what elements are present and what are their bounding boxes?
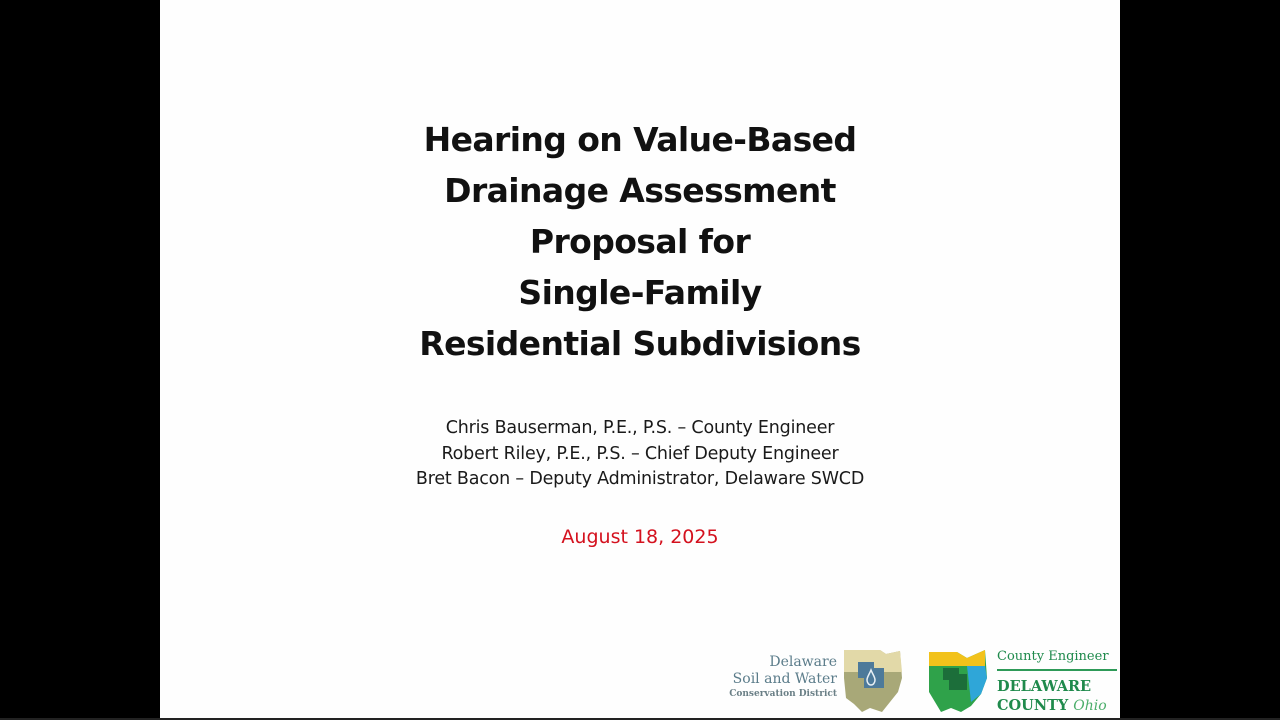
presenter: Chris Bauserman, P.E., P.S. – County Engineer bbox=[445, 418, 835, 438]
title-line: Drainage Assessment bbox=[444, 171, 836, 210]
presenter-list bbox=[160, 416, 1120, 493]
slide-title bbox=[160, 114, 1120, 369]
title-line: Proposal for bbox=[529, 222, 751, 261]
title-line: Single-Family bbox=[518, 273, 762, 312]
logo-strip bbox=[725, 644, 1120, 718]
presenter: Bret Bacon – Deputy Administrator, Delaware SWCD bbox=[415, 469, 865, 489]
title-line: Hearing on Value-Based bbox=[423, 120, 857, 159]
county-engineer-logo-text: County Engineer DELAWARE COUNTY Ohio bbox=[997, 648, 1117, 716]
presentation-slide bbox=[160, 0, 1120, 718]
presentation-date: August 18, 2025 bbox=[561, 526, 719, 548]
presenter: Robert Riley, P.E., P.S. – Chief Deputy Engineer bbox=[441, 443, 839, 464]
title-line: Residential Subdivisions bbox=[419, 324, 861, 363]
swcd-logo-text: Delaware Soil and Water Conservation District bbox=[729, 654, 837, 699]
ohio-map-county-icon bbox=[927, 648, 989, 714]
ohio-map-water-drop-icon bbox=[840, 648, 904, 714]
